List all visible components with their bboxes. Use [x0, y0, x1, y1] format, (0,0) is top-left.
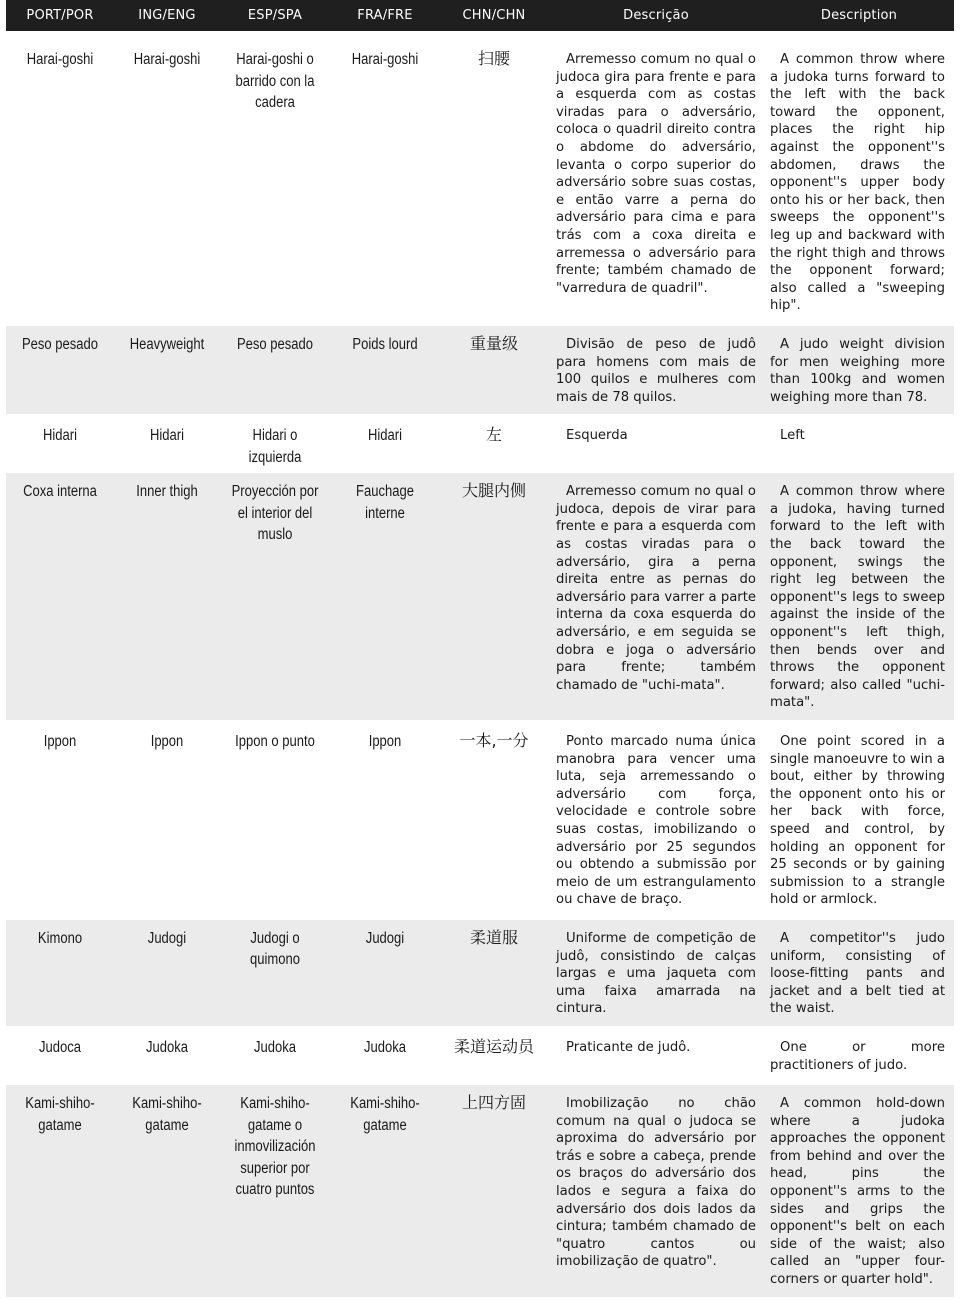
term-chn: 重量级	[469, 333, 518, 353]
desc-pt: Uniforme de competição de judô, consistindo de calças largas e uma jaqueta com uma faixa amarrada na cintura.	[556, 930, 756, 1017]
desc-pt: Divisão de peso de judô para homens com mais de 100 quilos e mulheres com mais de 78 quilos.	[556, 336, 756, 405]
term-por: Ippon	[43, 733, 77, 750]
table-header	[6, 0, 954, 31]
term-eng: Inner thigh	[136, 483, 198, 501]
term-fra: Hidari	[367, 427, 402, 445]
header-description: Description	[820, 8, 898, 23]
term-eng: Hidari	[149, 427, 184, 445]
term-spa: Judogi o quimono	[250, 929, 300, 969]
desc-pt: Esquerda	[566, 428, 628, 444]
term-spa: Hidari o izquierda	[248, 427, 302, 466]
header-chn: CHN/CHN	[462, 8, 526, 23]
table-row	[6, 1027, 954, 1083]
term-spa: Judoka	[254, 1038, 296, 1056]
desc-en: A common throw where a judoka turns forward to the left with the back toward the opponent, places the right hip against the opponent''s abdomen, draws the opponent''s upper body onto his or her back, then sweeps the opponent''s leg up and backward with the right thigh and throws the opponent forward; also called a "sweeping hip".	[770, 52, 945, 314]
term-fra: Judogi	[365, 929, 405, 947]
term-chn: 柔道运动员	[453, 1036, 534, 1056]
term-fra: Kami-shiho-gatame	[350, 1095, 420, 1134]
term-chn: 柔道服	[469, 927, 518, 947]
term-fra: Harai-goshi	[351, 51, 419, 68]
desc-en: A common hold-down where a judoka approaches the opponent from behind and over the head, pins the opponent''s arms to the sides and grips the opponent''s belt on each side of the waist; also called an "upper four-corners or quarter hold".	[770, 1096, 945, 1288]
desc-pt: Praticante de judô.	[566, 1039, 691, 1055]
desc-pt: Arremesso comum no qual o judoca, depois de virar para frente e para a esquerda com as costas viradas para o adversário, gira a perna direita entre as pernas do adversário para varrer a parte interna da coxa esquerda do adversário, e em seguida se dobra e joga o adversário para frente; também chamado de "uchi-mata".	[556, 484, 756, 693]
desc-en: One or more practitioners of judo.	[770, 1039, 945, 1073]
term-chn: 一本,一分	[459, 731, 529, 750]
desc-pt: Ponto marcado numa única manobra para vencer uma luta, seja arremessando o adversário com força, velocidade e controle sobre suas costas, imobilizando o adversário por 25 segundos ou obtendo a submissão por meio de um estrangulamento ou chave de braço.	[556, 734, 756, 908]
term-por: Peso pesado	[21, 335, 99, 353]
term-chn: 扫腰	[477, 49, 510, 68]
term-fra: Ippon	[368, 733, 402, 750]
table-row	[6, 722, 954, 919]
term-spa: Proyección por el interior del muslo	[231, 483, 319, 544]
header-spa: ESP/SPA	[247, 8, 303, 23]
term-eng: Judogi	[147, 929, 187, 947]
desc-en: One point scored in a single manoeuvre to win a bout, either by throwing the opponent onto his or her back with force, speed and control, by holding an opponent for 25 seconds or by gaining submission to a strangle hold or armlock.	[770, 734, 945, 908]
term-por: Kimono	[37, 929, 83, 947]
term-chn: 左	[485, 425, 502, 445]
term-chn: 上四方固	[461, 1093, 526, 1113]
term-spa: Kami-shiho-gatame o inmovilización superior por cuatro puntos	[234, 1095, 316, 1199]
term-chn: 大腿内侧	[461, 481, 526, 501]
term-por: Coxa interna	[23, 483, 97, 501]
term-spa: Peso pesado	[236, 335, 314, 353]
table-row	[6, 918, 954, 1027]
term-fra: Judoka	[364, 1038, 406, 1056]
header-descricao: Descrição	[623, 8, 689, 23]
term-fra: Fauchage interne	[356, 483, 414, 522]
desc-pt: Arremesso comum no qual o judoca gira para frente e para a esquerda com as costas viradas para o adversário, coloca o quadril direito contra o abdome do adversário, levanta o corpo superior do adversário sobre suas costas, e então varre a perna do adversário para cima e para trás com a coxa direita e arremessa o adversário para frente; também chamado de "varredura de quadril".	[556, 52, 756, 296]
term-eng: Ippon	[150, 733, 184, 750]
term-por: Harai-goshi	[26, 51, 94, 68]
table-row	[6, 416, 954, 472]
header-fra: FRA/FRE	[357, 8, 413, 23]
term-fra: Poids lourd	[352, 335, 418, 353]
table-row	[6, 41, 954, 324]
table-row	[6, 324, 954, 415]
desc-en: A competitor''s judo uniform, consisting of loose-fitting pants and jacket and a belt tied at the waist.	[770, 930, 945, 1017]
table-row	[6, 472, 954, 722]
glossary-sheet	[6, 0, 954, 1297]
term-spa: Harai-goshi o barrido con la cadera	[235, 51, 315, 111]
term-eng: Harai-goshi	[133, 51, 201, 68]
term-por: Hidari	[42, 427, 77, 445]
term-eng: Judoka	[146, 1038, 188, 1056]
table-row	[6, 1084, 954, 1297]
desc-pt: Imobilização no chão comum na qual o judoca se aproxima do adversário por trás e sobre a cabeça, prende os braços do adversário dos lados e segura a faixa do adversário dos dois lados da cintura; também chamado de "quatro cantos ou imobilização de quatro".	[556, 1096, 756, 1270]
header-eng: ING/ENG	[138, 8, 196, 23]
term-eng: Kami-shiho-gatame	[132, 1095, 202, 1134]
desc-en: A judo weight division for men weighing more than 100kg and women weighing more than 78.	[770, 336, 945, 405]
term-por: Kami-shiho-gatame	[25, 1095, 95, 1134]
desc-en: A common throw where a judoka, having turned forward to the left with the back toward the opponent, swings the right leg between the opponent''s legs to sweep against the inside of the opponent''s left thigh, then bends over and throws the opponent forward; also called "uchi-mata".	[770, 484, 945, 711]
header-por: PORT/POR	[26, 8, 94, 23]
term-eng: Heavyweight	[129, 335, 205, 353]
term-spa: Ippon o punto	[235, 733, 315, 750]
desc-en: Left	[780, 428, 805, 444]
judo-glossary-table	[6, 0, 954, 1297]
term-por: Judoca	[39, 1038, 81, 1056]
